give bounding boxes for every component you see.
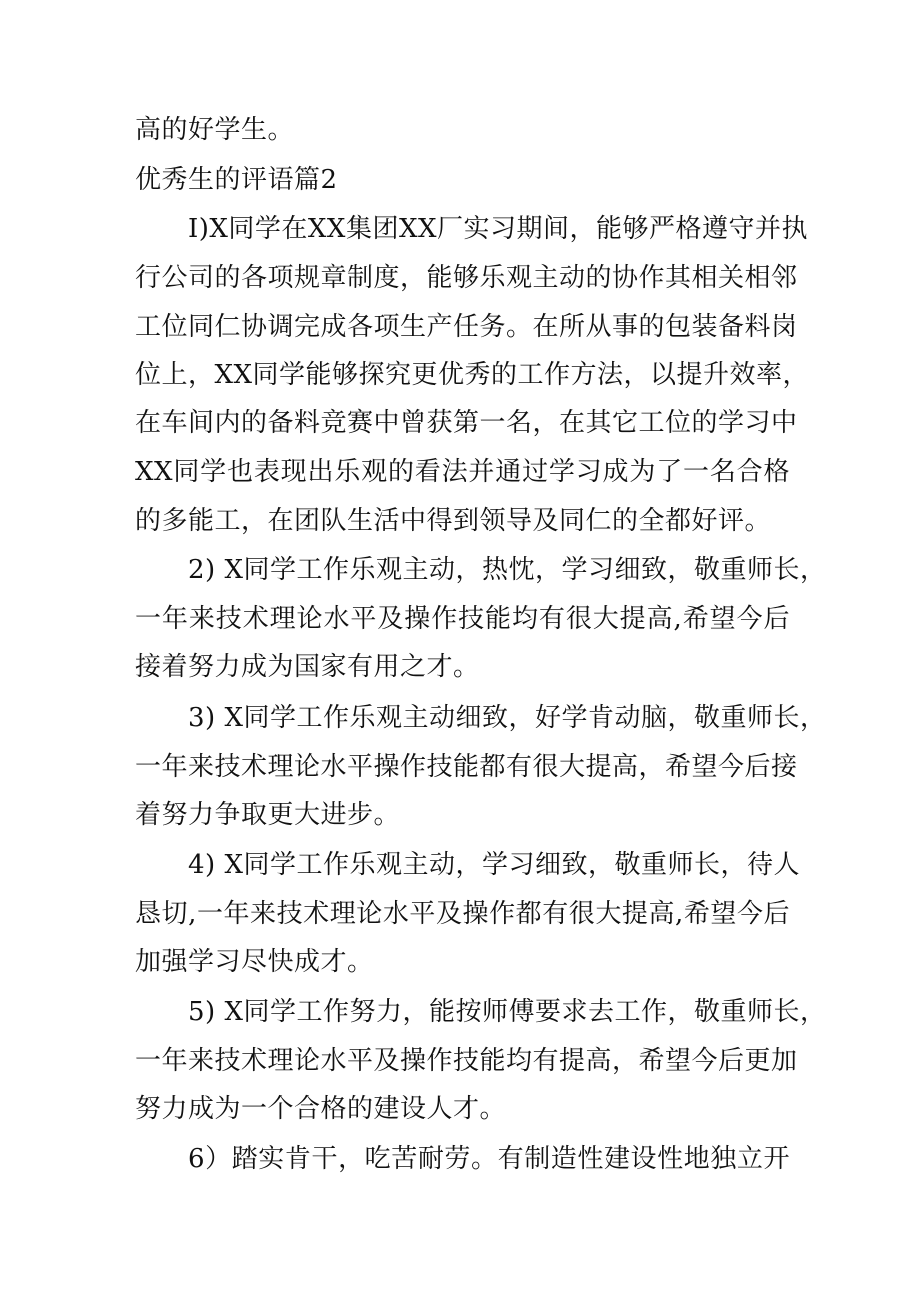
section-heading: 优秀生的评语篇2 [135,165,338,195]
text-line: 在车间内的备料竞赛中曾获第一名，在其它工位的学习中 [135,408,798,438]
text-line: 4) X同学工作乐观主动，学习细致，敬重师长，待人 [188,850,800,880]
text-line: 行公司的各项规章制度，能够乐观主动的协作其相关相邻 [135,263,798,293]
text-line: 的多能工，在团队生活中得到领导及同仁的全都好评。 [135,506,772,536]
text-line: 2) X同学工作乐观主动，热忱，学习细致，敬重师长， [188,555,827,585]
text-line: 3) X同学工作乐观主动细致，好学肯动脑，敬重师长， [188,703,827,733]
text-line: 努力成为一个合格的建设人才。 [135,1094,507,1124]
text-line: 加强学习尽快成才。 [135,947,374,977]
text-line: 接着努力成为国家有用之才。 [135,652,480,682]
text-line: 工位同仁协调完成各项生产任务。在所从事的包装备料岗 [135,312,798,342]
text-line: 高的好学生。 [135,115,295,145]
text-line: 位上，XX同学能够探究更优秀的工作方法，以提升效率， [135,360,810,390]
text-line: XX同学也表现出乐观的看法并通过学习成为了一名合格 [135,457,790,487]
text-line: 着努力争取更大进步。 [135,800,401,830]
text-line: 一年来技术理论水平及操作技能均有提高，希望今后更加 [135,1046,798,1076]
text-line: 5) X同学工作努力，能按师傅要求去工作，敬重师长， [188,997,827,1027]
text-line: 6）踏实肯干，吃苦耐劳。有制造性建设性地独立开 [188,1144,790,1174]
text-line: 恳切,一年来技术理论水平及操作都有很大提高,希望今后 [135,899,790,929]
text-line: 一年来技术理论水平操作技能都有很大提高，希望今后接 [135,752,798,782]
text-line: I)X同学在XX集团XX厂实习期间，能够严格遵守并执 [188,214,808,244]
text-line: 一年来技术理论水平及操作技能均有很大提高,希望今后 [135,604,790,634]
